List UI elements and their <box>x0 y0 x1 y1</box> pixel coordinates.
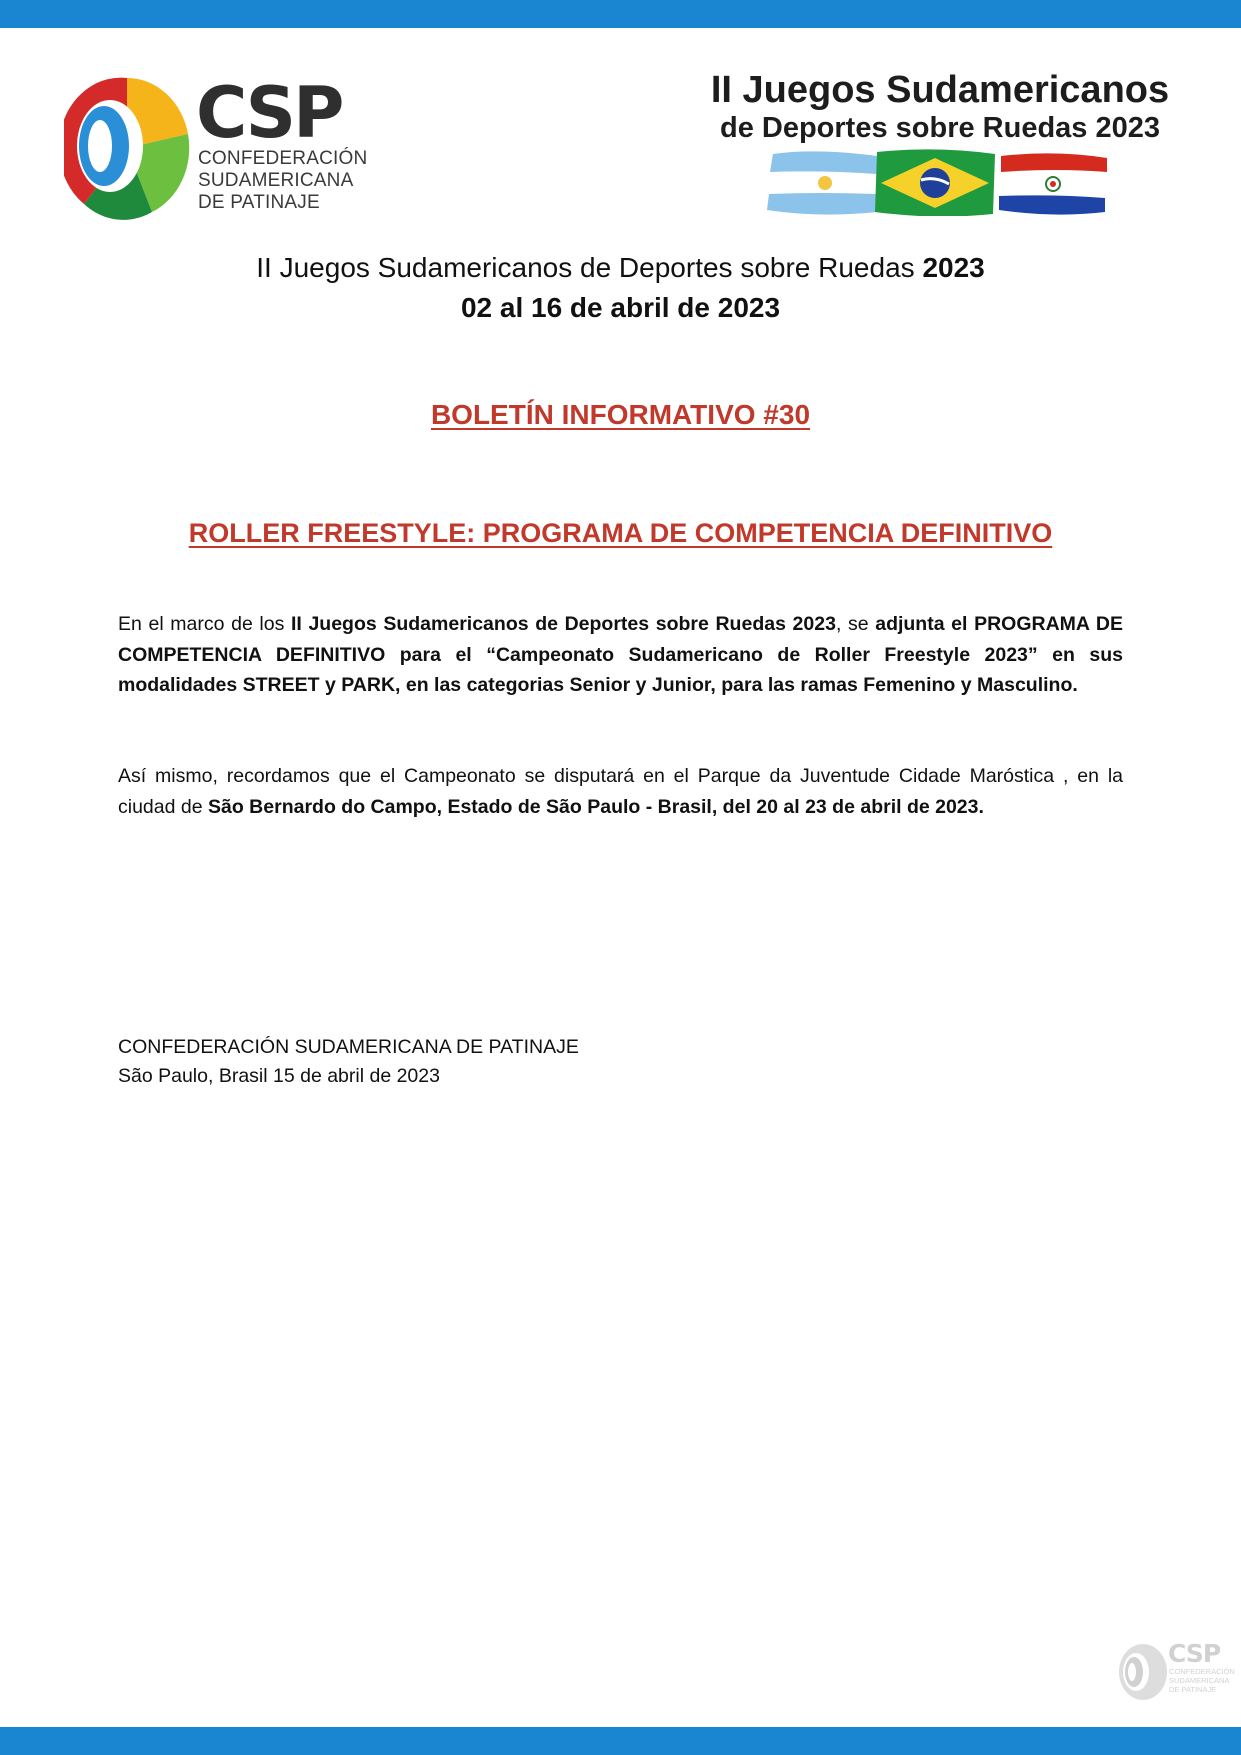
games-logo <box>680 68 1200 220</box>
signature-place-date: São Paulo, Brasil 15 de abril de 2023 <box>118 1065 440 1087</box>
bulletin-title: BOLETÍN INFORMATIVO #30 <box>430 399 811 430</box>
signature-org: CONFEDERACIÓN SUDAMERICANA DE PATINAJE <box>118 1036 579 1058</box>
argentina-flag-icon <box>767 151 877 214</box>
csp-logo-ring-icon <box>64 76 190 220</box>
top-color-bar <box>0 0 1241 28</box>
event-dates: 02 al 16 de abril de 2023 <box>460 292 781 323</box>
event-headline-line1 <box>0 248 1241 288</box>
csp-logo-line1: CONFEDERACIÓN <box>198 148 368 169</box>
paragraph1-text-1: En el marco de los <box>118 613 291 635</box>
paragraph2-text-1: Así mismo, recordamos que el Campeonato se disputará en el Parque da Juventude Cidade Maróstica , en la ciudad de <box>118 765 1123 818</box>
body-paragraph-1 <box>118 609 1123 701</box>
watermark-wordmark: CSP <box>1168 1639 1221 1668</box>
watermark-line2: SUDAMERICANA <box>1169 1676 1230 1685</box>
games-logo-line1: II Juegos Sudamericanos <box>710 69 1170 111</box>
games-logo-line2: de Deportes sobre Ruedas 2023 <box>719 112 1160 144</box>
watermark-line3: DE PATINAJE <box>1169 1685 1217 1694</box>
watermark-subtitle <box>1169 1667 1235 1694</box>
footer-watermark-logo <box>1118 1639 1235 1704</box>
event-name: II Juegos Sudamericanos de Deportes sobre Ruedas <box>256 252 923 283</box>
paragraph1-bold-1: II Juegos Sudamericanos de Deportes sobre Ruedas 2023 <box>290 613 836 635</box>
csp-wordmark: CSP <box>196 72 342 154</box>
event-year: 2023 <box>922 252 985 283</box>
section-title: ROLLER FREESTYLE: PROGRAMA DE COMPETENCIA DEFINITIVO <box>188 518 1053 548</box>
paraguay-flag-icon <box>999 153 1107 214</box>
body-paragraph-2 <box>118 761 1123 822</box>
csp-logo <box>64 72 368 224</box>
paragraph1-bold-2: adjunta el PROGRAMA DE COMPETENCIA DEFINITIVO para el “Campeonato Sudamericano de Roller Freestyle 2023” en sus modalidades STREET y PARK, en las categorias Senior y Junior, para las ramas Femenino y Masculino. <box>118 613 1123 696</box>
event-headline <box>0 248 1241 328</box>
csp-logo-line2: SUDAMERICANA <box>198 170 354 191</box>
brazil-flag-icon <box>875 149 995 216</box>
paragraph2-bold-1: São Bernardo do Campo, Estado de São Paulo - Brasil, del 20 al 23 de abril de 2023. <box>208 795 984 818</box>
host-flags <box>765 148 1110 216</box>
bottom-color-bar <box>0 1727 1241 1755</box>
csp-watermark-ring-icon <box>1118 1643 1168 1701</box>
watermark-line1: CONFEDERACIÓN <box>1169 1667 1235 1676</box>
csp-logo-line3: DE PATINAJE <box>198 192 320 213</box>
paragraph1-text-2: , se <box>835 613 876 635</box>
signature-block <box>118 1033 579 1091</box>
csp-logo-subtitle <box>198 148 367 214</box>
